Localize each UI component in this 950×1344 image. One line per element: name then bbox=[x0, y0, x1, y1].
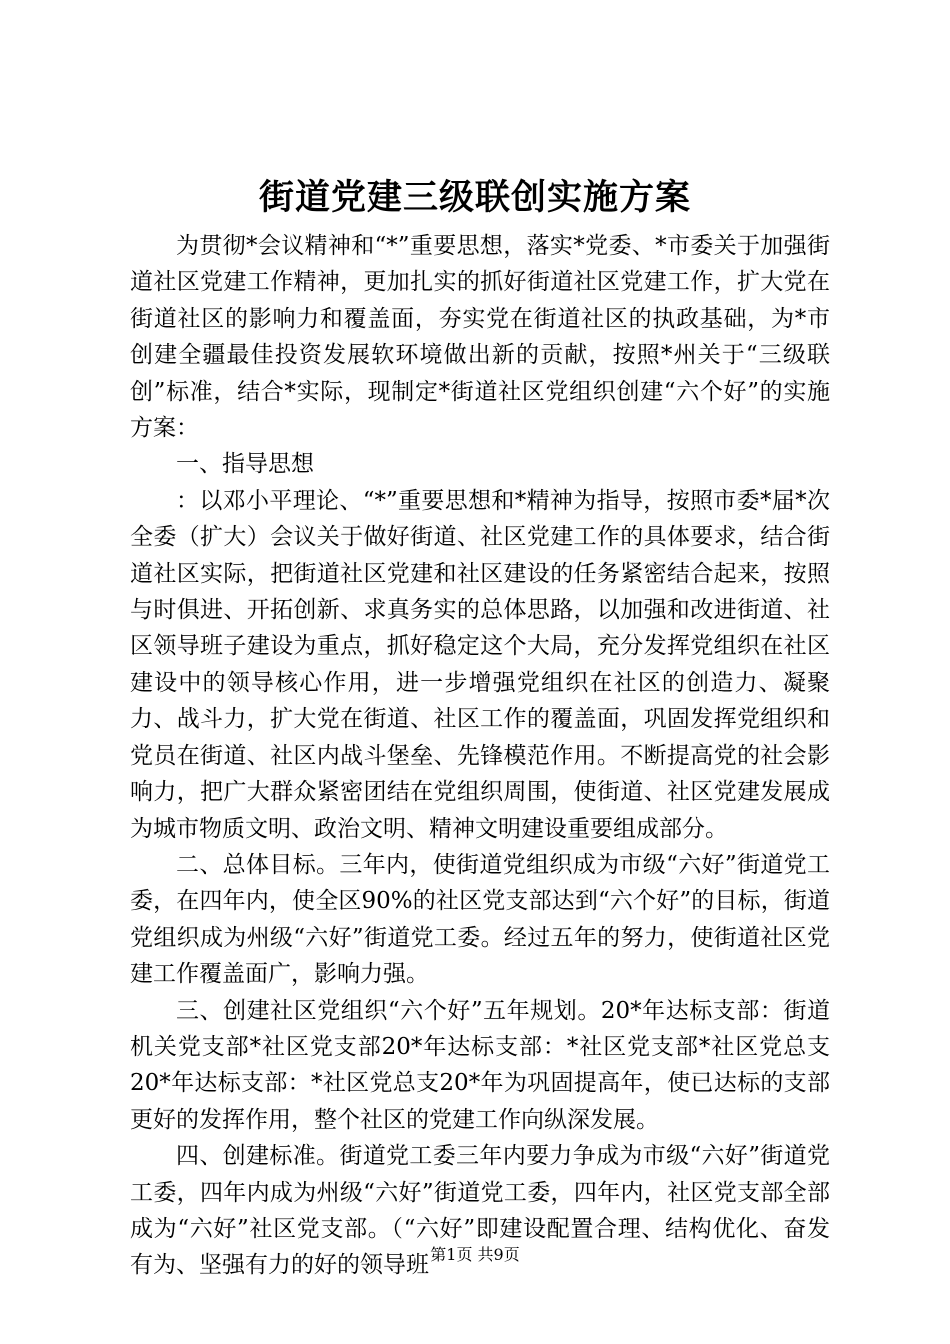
page-footer: 第1页 共9页 bbox=[430, 1245, 520, 1264]
paragraph-standards: 四、创建标准。街道党工委三年内要力争成为市级“六好”街道党工委，四年内成为州级“六好”街道党工委，四年内，社区党支部全部成为“六好”社区党支部。（“六好”即建设配置合理、结构优化、奋发有为、坚强有力的好的领导班 bbox=[130, 1143, 830, 1279]
section-heading-guiding-ideology: 一、指导思想 bbox=[176, 451, 314, 478]
paragraph-five-year-plan: 三、创建社区党组织“六个好”五年规划。20*年达标支部：街道机关党支部*社区党支部20*年达标支部：*社区党支部*社区党总支20*年达标支部：*社区党总支20*年为巩固提高年，使已达标的支部更好的发挥作用，整个社区的党建工作向纵深发展。 bbox=[130, 997, 830, 1133]
document-body bbox=[130, 228, 830, 1284]
document-title: 街道党建三级联创实施方案 bbox=[258, 177, 691, 218]
paragraph-intro: 为贯彻*会议精神和“*”重要思想，落实*党委、*市委关于加强街道社区党建工作精神，更加扎实的抓好街道社区党建工作，扩大党在街道社区的影响力和覆盖面，夯实党在街道社区的执政基础，为*市创建全疆最佳投资发展软环境做出新的贡献，按照*州关于“三级联创”标准，结合*实际，现制定*街道社区党组织创建“六个好”的实施方案： bbox=[130, 233, 830, 442]
paragraph-overall-goal: 二、总体目标。三年内，使街道党组织成为市级“六好”街道党工委，在四年内，使全区90%的社区党支部达到“六个好”的目标，街道党组织成为州级“六好”街道党工委。经过五年的努力，使街道社区党建工作覆盖面广，影响力强。 bbox=[130, 851, 830, 988]
paragraph-guiding-ideology: ：以邓小平理论、“*”重要思想和*精神为指导，按照市委*届*次全委（扩大）会议关于做好街道、社区党建工作的具体要求，结合街道社区实际，把街道社区党建和社区建设的任务紧密结合起来，按照与时俱进、开拓创新、求真务实的总体思路，以加强和改进街道、社区领导班子建设为重点，抓好稳定这个大局，充分发挥党组织在社区建设中的领导核心作用，进一步增强党组织在社区的创造力、凝聚力、战斗力，扩大党在街道、社区工作的覆盖面，巩固发挥党组织和党员在街道、社区内战斗堡垒、先锋模范作用。不断提高党的社会影响力，把广大群众紧密团结在党组织周围，使街道、社区党建发展成为城市物质文明、政治文明、精神文明建设重要组成部分。 bbox=[130, 487, 830, 842]
